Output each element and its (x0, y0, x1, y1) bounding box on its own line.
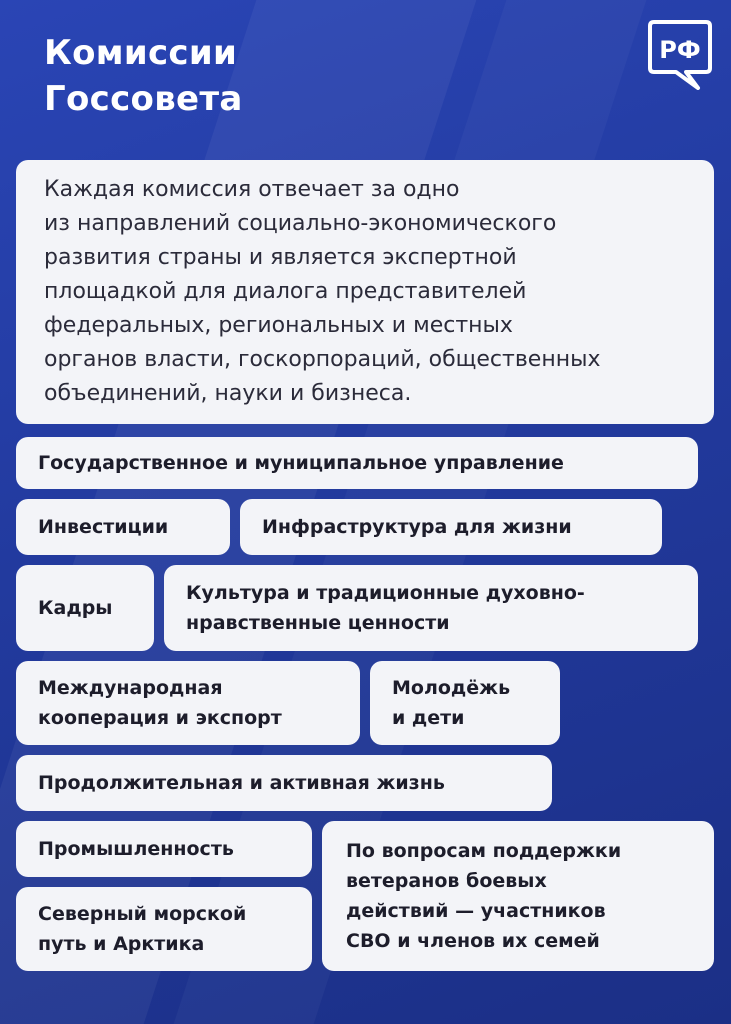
commission-label: Инфраструктура для жизни (262, 516, 572, 538)
logo-text: РФ (659, 36, 701, 64)
commission-label: Промышленность (38, 838, 234, 860)
commission-infrastructure (240, 499, 662, 555)
commission-label: Культура и традиционные духовно- нравственные ценности (186, 582, 585, 634)
commission-label: Государственное и муниципальное управление (38, 452, 564, 474)
commission-international-cooperation (16, 661, 360, 745)
commission-label: Инвестиции (38, 516, 169, 538)
commission-northern-sea-route (16, 887, 312, 971)
rf-logo-icon (646, 18, 714, 92)
commission-label: Кадры (38, 597, 113, 619)
commission-long-active-life (16, 755, 552, 811)
commission-label: Северный морской путь и Арктика (38, 903, 247, 955)
commission-personnel (16, 565, 154, 651)
commission-label: Международная кооперация и экспорт (38, 677, 282, 729)
commission-youth-children (370, 661, 560, 745)
intro-text: Каждая комиссия отвечает за одно из направлений социально-экономического развития страны и является экспертной площадкой для диалога представителей федеральных, региональных и местных органов власти, госкорпораций, общественных объединений, науки и бизнеса. (44, 177, 601, 406)
commission-label: Продолжительная и активная жизнь (38, 772, 445, 794)
commission-state-municipal-management (16, 437, 698, 489)
commission-label: Молодёжь и дети (392, 677, 511, 729)
commission-label: По вопросам поддержки ветеранов боевых действий — участников СВО и членов их семей (346, 840, 622, 952)
commission-veterans-support (322, 821, 714, 971)
commission-culture-values (164, 565, 698, 651)
intro-card (16, 160, 714, 424)
page-title: Комиссии Госсовета (44, 33, 243, 119)
commission-industry (16, 821, 312, 877)
commission-investments (16, 499, 230, 555)
